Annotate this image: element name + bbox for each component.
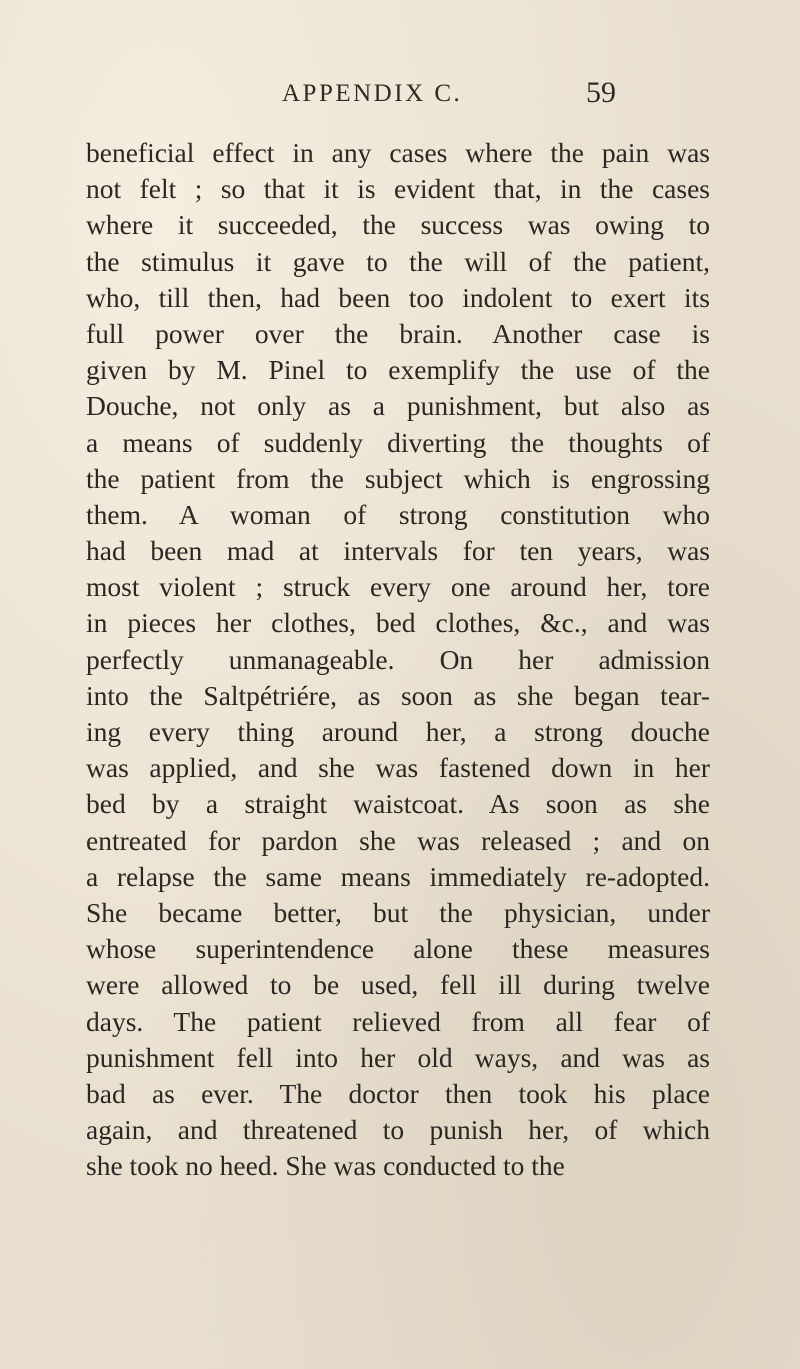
text-line: a means of suddenly diverting the thoughts of [86, 426, 710, 458]
text-line: beneficial effect in any cases where the pain was [86, 137, 710, 168]
text-line: the patient from the subject which is engrossing [86, 462, 710, 494]
text-line: full power over the brain. Another case is [86, 317, 710, 349]
page-header [0, 76, 800, 120]
text-line: where it succeeded, the success was owing to [86, 209, 710, 241]
text-line: given by M. Pinel to exemplify the use of the [86, 354, 710, 386]
body-text [86, 135, 710, 1184]
text-line: not felt ; so that it is evident that, in the cases [86, 173, 710, 205]
text-line: ing every thing around her, a strong douche [86, 716, 710, 747]
text-line: who, till then, had been too indolent to exert its [86, 281, 710, 313]
text-line: in pieces her clothes, bed clothes, &c., and was [86, 607, 710, 639]
text-line: perfectly unmanageable. On her admission [86, 643, 710, 675]
text-line: days. The patient relieved from all fear of [86, 1005, 710, 1037]
text-line: she took no heed. She was conducted to the [86, 1150, 565, 1182]
running-head: APPENDIX C. [282, 80, 463, 107]
text-line: had been mad at intervals for ten years, was [86, 535, 710, 567]
text-line: were allowed to be used, fell ill during twelve [86, 969, 710, 1001]
text-line: the stimulus it gave to the will of the patient, [86, 245, 710, 277]
text-line: punishment fell into her old ways, and was as [86, 1041, 710, 1073]
text-line: bed by a straight waistcoat. As soon as she [86, 788, 710, 820]
text-line: bad as ever. The doctor then took his place [86, 1077, 710, 1109]
text-line: into the Saltpétriére, as soon as she began tear- [86, 679, 710, 711]
text-line: them. A woman of strong constitution who [86, 498, 710, 530]
text-line: again, and threatened to punish her, of which [86, 1114, 710, 1146]
text-line: entreated for pardon she was released ; and on [86, 824, 710, 856]
text-line: She became better, but the physician, under [86, 896, 710, 928]
text-line: whose superintendence alone these measures [86, 933, 710, 965]
page-number: 59 [586, 76, 616, 109]
text-line: a relapse the same means immediately re-adopted. [86, 860, 710, 892]
text-line: Douche, not only as a punishment, but also as [86, 390, 710, 422]
text-line: was applied, and she was fastened down in her [86, 752, 710, 784]
text-line: most violent ; struck every one around her, tore [86, 571, 710, 603]
